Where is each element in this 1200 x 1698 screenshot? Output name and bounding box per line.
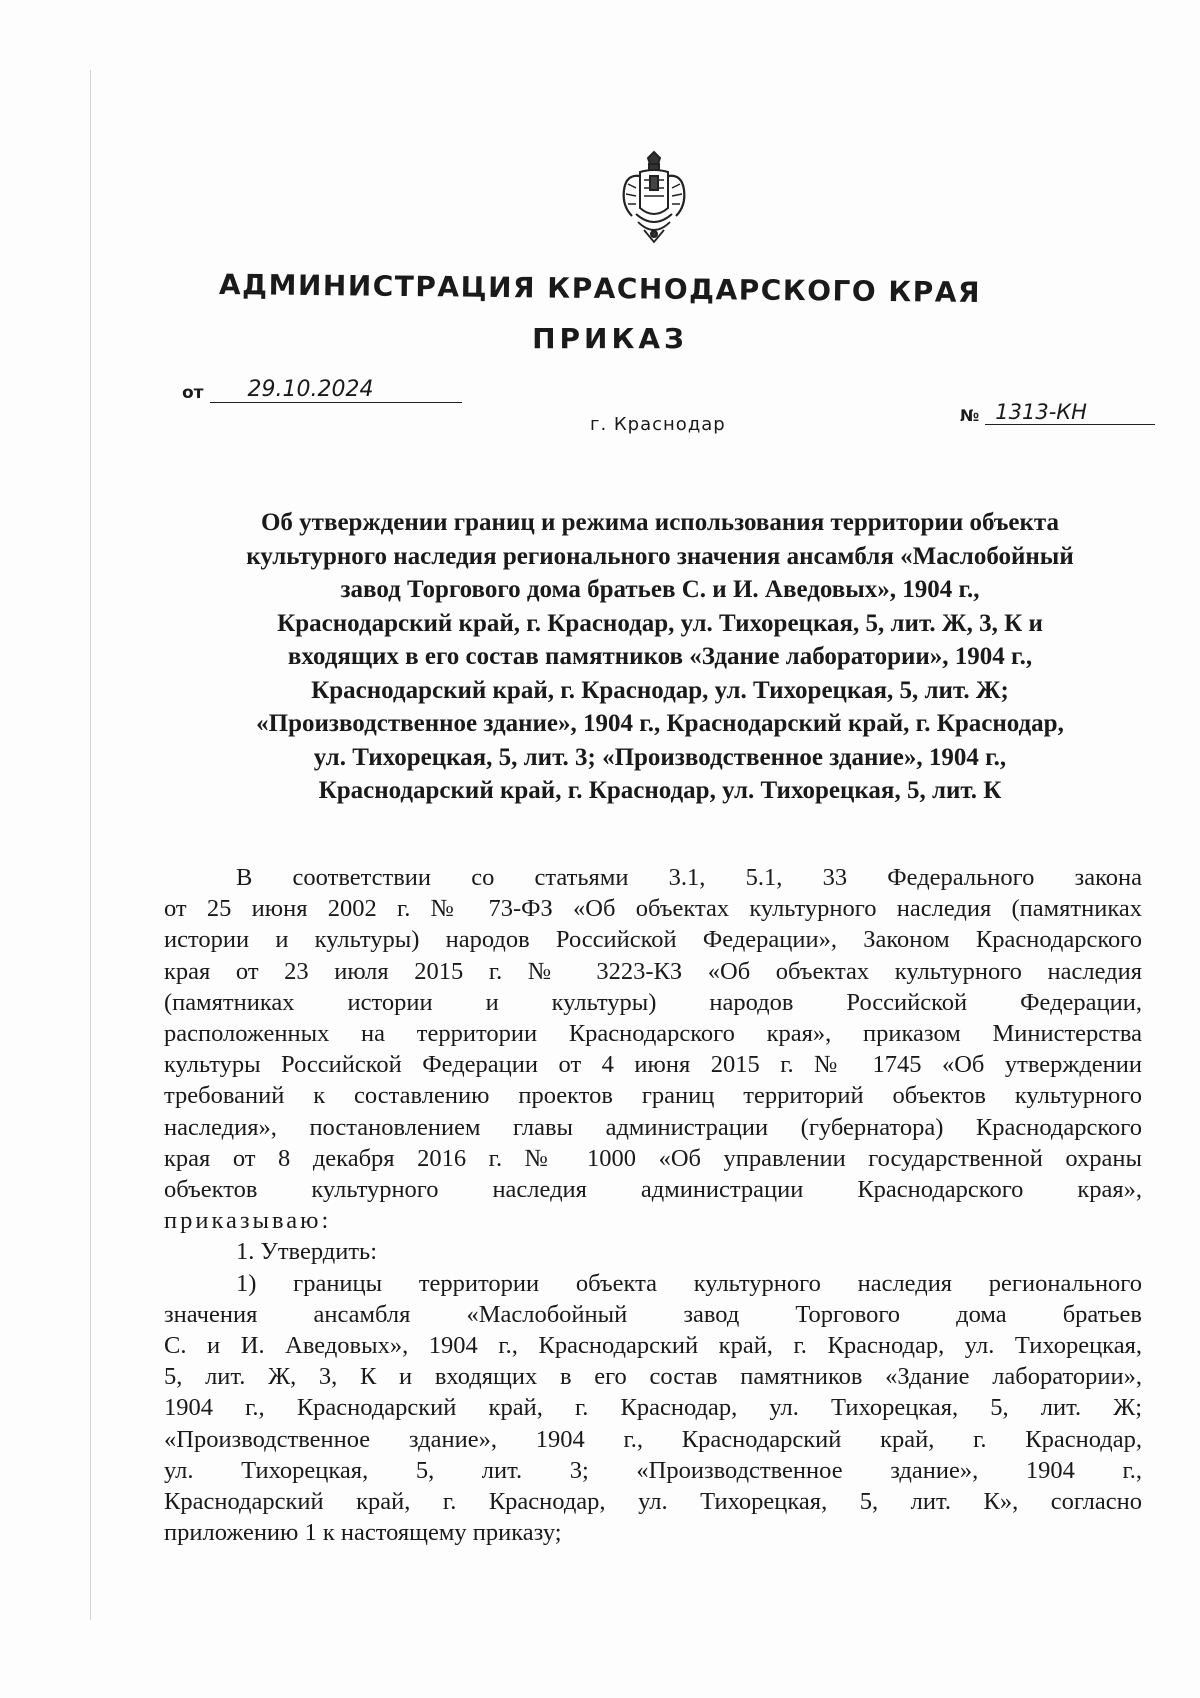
document-body: [164, 862, 1142, 1548]
preamble-line: (памятниках истории и культуры) народов Российской Федерации,: [164, 988, 1142, 1016]
title-line: ул. Тихорецкая, 5, лит. 3; «Производственное здание», 1904 г.,: [313, 743, 1007, 771]
date-prefix: от: [182, 383, 204, 403]
preamble-line: В соответствии со статьями 3.1, 5.1, 33 Федерального закона: [236, 864, 1142, 891]
date-field: [182, 378, 462, 403]
coat-of-arms-icon: [618, 150, 690, 250]
agency-name: АДМИНИСТРАЦИЯ КРАСНОДАРСКОГО КРАЯ: [218, 268, 982, 309]
order-word: приказываю:: [164, 1207, 332, 1235]
item-1-1-line: ул. Тихорецкая, 5, лит. 3; «Производственное здание», 1904 г.,: [164, 1456, 1142, 1484]
title-line: завод Торгового дома братьев С. и И. Аведовых», 1904 г.,: [340, 576, 980, 603]
title-line: Краснодарский край, г. Краснодар, ул. Тихорецкая, 5, лит. Ж, 3, К и: [277, 609, 1043, 637]
preamble-line: края от 8 декабря 2016 г. № 1000 «Об управлении государственной охраны: [164, 1144, 1142, 1172]
item-1-1-line: 1904 г., Краснодарский край, г. Краснодар, ул. Тихорецкая, 5, лит. Ж;: [164, 1394, 1142, 1422]
item-1: 1. Утвердить:: [236, 1238, 378, 1266]
scan-margin-line: [90, 70, 91, 1620]
title-line: «Производственное здание», 1904 г., Краснодарский край, г. Краснодар,: [256, 710, 1064, 737]
item-1-1-line: значения ансамбля «Маслобойный завод Торгового дома братьев: [164, 1300, 1142, 1328]
title-line: культурного наследия регионального значения ансамбля «Маслобойный: [246, 542, 1074, 570]
preamble-line: расположенных на территории Краснодарского края», приказом Министерства: [164, 1020, 1142, 1048]
number-prefix: №: [960, 406, 980, 425]
item-1-1-line: 1) границы территории объекта культурного наследия регионального: [236, 1269, 1142, 1297]
preamble-line: объектов культурного наследия администрации Краснодарского края»,: [164, 1176, 1142, 1204]
item-1-1-line: приложению 1 к настоящему приказу;: [164, 1519, 562, 1547]
preamble-line: наследия», постановлением главы администрации (губернатора) Краснодарского: [164, 1113, 1142, 1141]
title-line: Краснодарский край, г. Краснодар, ул. Тихорецкая, 5, лит. Ж;: [311, 676, 1009, 704]
preamble-line: истории и культуры) народов Российской Федерации», Законом Краснодарского: [164, 926, 1142, 954]
title-line: Об утверждении границ и режима использования территории объекта: [260, 509, 1060, 536]
item-1-1-line: С. и И. Аведовых», 1904 г., Краснодарский край, г. Краснодар, ул. Тихорецкая,: [164, 1332, 1142, 1360]
title-line: входящих в его состав памятников «Здание лаборатории», 1904 г.,: [287, 643, 1033, 670]
item-1-1-line: 5, лит. Ж, 3, К и входящих в его состав памятников «Здание лаборатории»,: [164, 1363, 1142, 1391]
preamble-line: культуры Российской Федерации от 4 июня 2015 г. № 1745 «Об утверждении: [164, 1051, 1142, 1079]
document-title: [180, 506, 1140, 808]
city-label: г. Краснодар: [590, 414, 726, 435]
number-value: 1313-КН: [985, 400, 1155, 425]
preamble-line: требований к составлению проектов границ территорий объектов культурного: [164, 1082, 1142, 1110]
preamble-line: от 25 июня 2002 г. № 73-ФЗ «Об объектах культурного наследия (памятниках: [164, 895, 1142, 923]
preamble-line: края от 23 июля 2015 г. № 3223-КЗ «Об объектах культурного наследия: [164, 957, 1142, 985]
document-type: ПРИКАЗ: [532, 322, 688, 355]
title-line: Краснодарский край, г. Краснодар, ул. Тихорецкая, 5, лит. К: [318, 777, 1002, 804]
number-field: [960, 400, 1155, 425]
date-value: 29.10.2024: [210, 378, 462, 403]
item-1-1-line: Краснодарский край, г. Краснодар, ул. Тихорецкая, 5, лит. К», согласно: [164, 1488, 1142, 1516]
item-1-1-line: «Производственное здание», 1904 г., Краснодарский край, г. Краснодар,: [164, 1425, 1142, 1453]
